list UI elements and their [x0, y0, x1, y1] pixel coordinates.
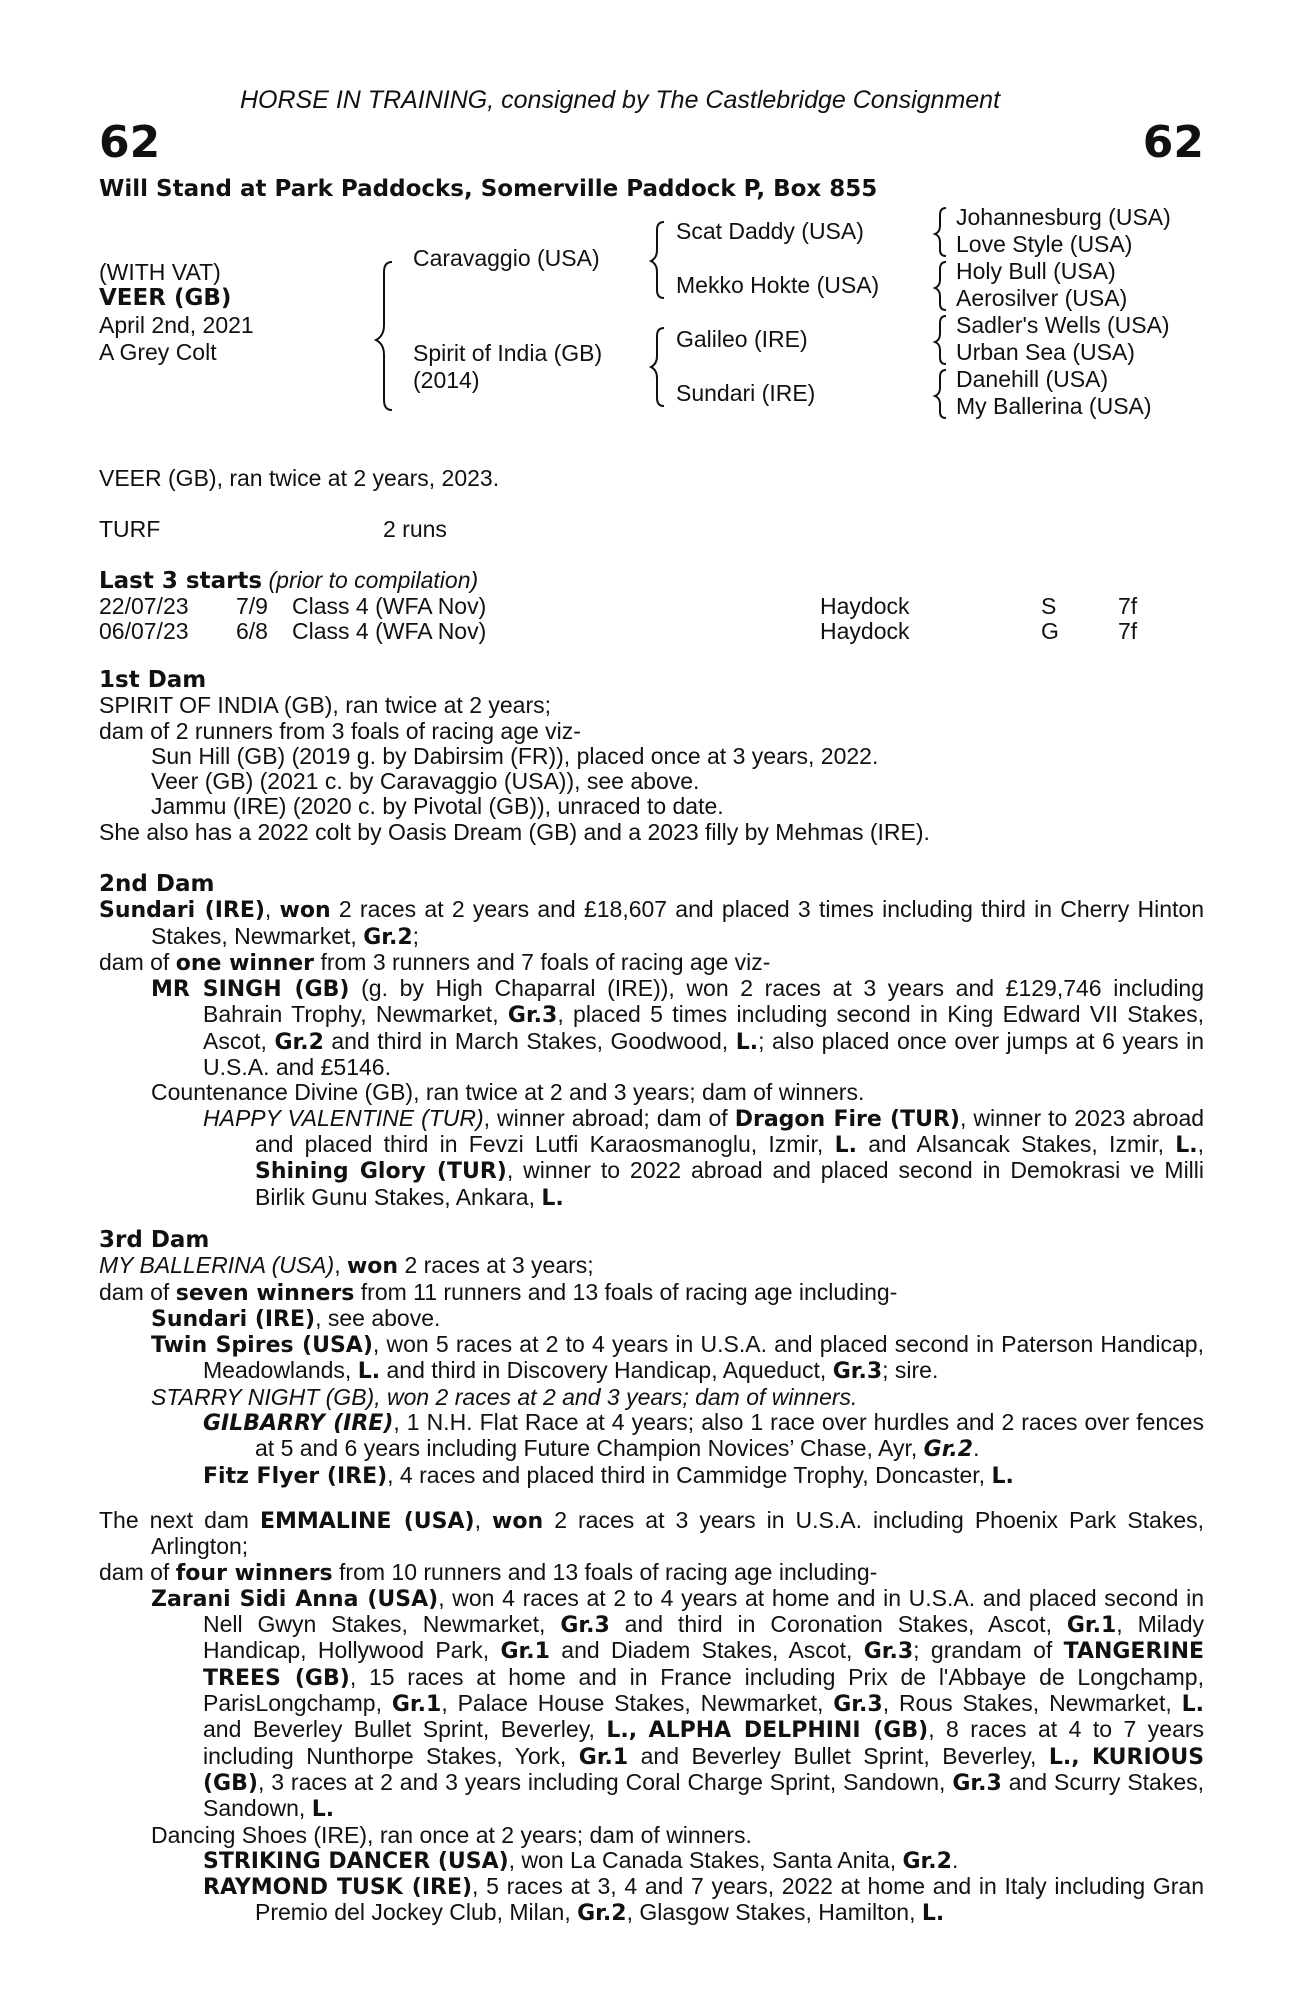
pedigree-sire-dam: Mekko Hokte (USA)	[676, 272, 880, 298]
second-dam-produce	[99, 950, 1204, 976]
pedigree-g5: Sadler's Wells (USA)	[956, 312, 1170, 338]
last-starts-title: Last 3 starts	[99, 568, 263, 594]
list-item: Jammu (IRE) (2020 c. by Pivotal (GB)), unraced to date.	[151, 793, 724, 820]
second-dam-record: Sundari (IRE), won 2 races at 2 years and £18,607 and placed 3 times including third in Cherry Hinton Stakes, Newmarket, Gr.2;	[99, 896, 1205, 950]
start-position: 6/8	[236, 618, 268, 644]
list-item: STRIKING DANCER (USA), won La Canada Stakes, Santa Anita, Gr.2.	[203, 1846, 959, 1874]
horse-name: Shining Glory (TUR)	[255, 1159, 507, 1185]
won-label: won	[279, 898, 331, 924]
grade-label: Gr.1	[500, 1639, 550, 1665]
grade-label: Gr.2	[902, 1848, 952, 1874]
list-item	[99, 1586, 1204, 1823]
start-going: G	[1041, 618, 1059, 644]
list-item	[99, 1874, 1204, 1927]
record-text: , 5 races at 3, 4 and 7 years, 2022 at home and in Italy including Gran Premio del Jockey Club, Milan,	[255, 1873, 1204, 1926]
third-dam-produce	[99, 1280, 1204, 1306]
start-course: Haydock	[820, 593, 910, 619]
racing-summary: VEER (GB), ran twice at 2 years, 2023.	[99, 465, 500, 491]
horse-name: TANGERINE TREES (GB)	[203, 1639, 1205, 1691]
consignment-header: HORSE IN TRAINING, consigned by The Castlebridge Consignment	[240, 86, 1001, 114]
next-dam-produce	[99, 1560, 1204, 1586]
grade-label: Gr.2	[363, 924, 413, 950]
record-text: (g. by High Chaparral (IRE)), won 2 races at 3 years and £129,746 including Bahrain Trophy, Newmarket,	[203, 975, 1205, 1028]
grade-label: Gr.1	[1066, 1613, 1117, 1639]
listed-label: L.	[357, 1359, 381, 1385]
horse-name: Sundari (IRE)	[151, 1306, 316, 1332]
horse-name: MR SINGH (GB)	[151, 977, 350, 1003]
list-item: STARRY NIGHT (GB), won 2 races at 2 and 3 years; dam of winners.	[151, 1383, 858, 1410]
horse-description: A Grey Colt	[99, 339, 217, 365]
listed-label: L.	[921, 1901, 945, 1927]
start-race: Class 4 (WFA Nov)	[292, 618, 487, 644]
record-text: and Alsancak Stakes, Izmir,	[868, 1130, 1164, 1157]
listed-label: L.	[834, 1132, 857, 1158]
list-item	[99, 976, 1204, 1080]
listed-label: L.	[991, 1463, 1014, 1489]
grade-label: Gr.2	[577, 1901, 627, 1927]
pedigree-g1: Johannesburg (USA)	[956, 204, 1171, 230]
record-text: ; sire.	[882, 1357, 939, 1384]
record-text: , won 5 races at 2 to 4 years in U.S.A. and placed second in Paterson Handicap, Meadowlands,	[203, 1331, 1204, 1384]
record-text: , Rous Stakes, Newmarket,	[882, 1690, 1172, 1717]
last-starts-note: (prior to compilation)	[268, 567, 479, 593]
record-text: and Diadem Stakes, Ascot,	[561, 1637, 853, 1664]
grade-label: Gr.1	[578, 1744, 629, 1770]
record-prefix: The next dam	[99, 1507, 249, 1533]
grade-label: Gr.2	[274, 1029, 324, 1055]
list-item	[99, 1463, 1204, 1489]
produce-text: from 10 runners and 13 foals of racing age including-	[339, 1558, 878, 1585]
list-item: HAPPY VALENTINE (TUR), winner abroad; dam of Dragon Fire (TUR), winner to 2023 abroad and placed third in Fevzi Lutfi Karaosmanoglu, Izmir, L. and Alsancak Stakes, Izmir, L., Shining Glory (TUR), winner to 2022 abroad and placed second in Demokrasi ve Milli Birlik Gunu Stakes, Ankara, L.	[203, 1104, 1205, 1211]
record-text: 2 races at 3 years;	[404, 1252, 594, 1279]
listed-label: L.,	[606, 1718, 638, 1744]
start-distance: 7f	[1118, 618, 1138, 644]
horse-name: KURIOUS (GB)	[203, 1744, 1205, 1796]
grade-label: Gr.3	[832, 1359, 883, 1385]
first-dam-line1: SPIRIT OF INDIA (GB), ran twice at 2 years;	[99, 692, 552, 719]
last-starts-heading	[99, 568, 478, 594]
grade-label: Gr.3	[863, 1639, 914, 1665]
turf-label: TURF	[99, 516, 161, 542]
list-item: Sun Hill (GB) (2019 g. by Dabirsim (FR)), placed once at 3 years, 2022.	[151, 742, 879, 769]
pedigree-g8: My Ballerina (USA)	[956, 393, 1152, 419]
pedigree-g7: Danehill (USA)	[956, 366, 1109, 392]
first-dam-line2: dam of 2 runners from 3 foals of racing age viz-	[99, 717, 581, 744]
won-label: won	[346, 1254, 399, 1280]
won-label: won	[492, 1509, 544, 1534]
horse-name: ALPHA DELPHINI (GB)	[648, 1718, 929, 1744]
grade-label: Gr.3	[833, 1692, 883, 1718]
list-item: Countenance Divine (GB), ran twice at 2 and 3 years; dam of winners.	[151, 1079, 865, 1106]
record-text: and Beverley Bullet Sprint, Beverley,	[203, 1716, 595, 1743]
next-dam-section	[99, 1508, 1204, 1927]
first-dam-title: 1st Dam	[99, 667, 207, 693]
record-text: , placed 5 times including second in King Edward VII Stakes, Ascot,	[203, 1001, 1204, 1054]
start-date: 22/07/23	[99, 593, 189, 619]
foaling-date: April 2nd, 2021	[99, 312, 254, 338]
turf-runs: 2 runs	[383, 516, 447, 542]
grade-label: Gr.3	[952, 1770, 1002, 1796]
record-text: , winner abroad; dam of	[483, 1104, 728, 1131]
horse-name: STRIKING DANCER (USA)	[203, 1848, 509, 1874]
lot-number-left: 62	[99, 117, 161, 168]
record-text: 2 races at 3 years in U.S.A. including Phoenix Park Stakes, Arlington;	[151, 1507, 1205, 1560]
winners-count: four winners	[175, 1560, 333, 1586]
record-text: , Milady Handicap, Hollywood Park,	[203, 1611, 1205, 1664]
start-course: Haydock	[820, 618, 910, 644]
horse-name: Dragon Fire (TUR)	[734, 1106, 960, 1132]
record-text: ; also placed once over jumps at 6 years in U.S.A. and £5146.	[203, 1027, 1205, 1081]
grade-label: Gr.2	[923, 1437, 974, 1463]
horse-name: VEER (GB)	[99, 285, 232, 311]
pedigree-dam-year: (2014)	[413, 367, 480, 393]
listed-label: L.	[311, 1797, 335, 1823]
listed-label: L.	[1181, 1692, 1205, 1718]
record-text: 2 races at 2 years and £18,607 and placed 3 times including third in Cherry Hinton Stakes, Newmarket,	[151, 896, 1205, 949]
record-text: , winner to 2022 abroad and placed second in Demokrasi ve Milli Birlik Gunu Stakes, Ankara,	[255, 1157, 1205, 1210]
start-position: 7/9	[236, 593, 268, 619]
horse-name: GILBARRY (IRE)	[203, 1411, 394, 1437]
third-dam-record: MY BALLERINA (USA), won 2 races at 3 years;	[99, 1252, 594, 1280]
produce-prefix: dam of	[99, 1558, 170, 1585]
record-text: and Beverley Bullet Sprint, Beverley,	[640, 1742, 1037, 1769]
pedigree-dam-sire: Galileo (IRE)	[676, 326, 808, 352]
pedigree-dam-dam: Sundari (IRE)	[676, 380, 816, 406]
listed-label: L.,	[1048, 1744, 1080, 1770]
vat-note: (WITH VAT)	[99, 259, 221, 285]
produce-prefix: dam of	[99, 948, 170, 975]
listed-label: L.	[1175, 1132, 1198, 1158]
record-text: , winner to 2023 abroad and placed third in Fevzi Lutfi Karaosmanoglu, Izmir,	[255, 1104, 1205, 1157]
winners-count: one winner	[175, 950, 315, 976]
grade-label: Gr.3	[507, 1003, 558, 1029]
horse-name: Zarani Sidi Anna (USA)	[151, 1586, 439, 1612]
grade-label: Gr.3	[560, 1613, 610, 1639]
record-text: , 15 races at home and in France including Prix de l'Abbaye de Longchamp, ParisLongchamp,	[203, 1663, 1204, 1717]
start-distance: 7f	[1118, 593, 1138, 619]
produce-text: from 11 runners and 13 foals of racing age including-	[360, 1278, 898, 1305]
third-dam-section	[99, 1228, 1204, 1489]
horse-name: MY BALLERINA (USA)	[99, 1252, 335, 1279]
record-text: , 3 races at 2 and 3 years including Coral Charge Sprint, Sandown,	[257, 1768, 946, 1795]
pedigree-sire-sire: Scat Daddy (USA)	[676, 218, 864, 244]
listed-label: L.	[735, 1029, 759, 1055]
grade-label: Gr.1	[391, 1692, 442, 1718]
horse-name: Twin Spires (USA)	[151, 1333, 373, 1359]
record-text: and Scurry Stakes, Sandown,	[203, 1768, 1205, 1822]
record-text: , see above.	[315, 1304, 441, 1331]
second-dam-title: 2nd Dam	[99, 871, 215, 897]
start-going: S	[1041, 593, 1057, 619]
record-text: , won La Canada Stakes, Santa Anita,	[508, 1846, 897, 1873]
horse-name: Fitz Flyer (IRE)	[203, 1463, 388, 1489]
record-text: , Palace House Stakes, Newmarket,	[441, 1690, 824, 1717]
record-text: , 1 N.H. Flat Race at 4 years; also 1 race over hurdles and 2 races over fences at 5 and 6 years including Future Champion Novices’ Chase, Ayr,	[255, 1409, 1204, 1462]
horse-name: HAPPY VALENTINE (TUR)	[203, 1104, 484, 1131]
record-text: , Glasgow Stakes, Hamilton,	[626, 1899, 916, 1926]
first-dam-section	[99, 668, 1204, 845]
record-text: , won 4 races at 2 to 4 years at home and in U.S.A. and placed second in Nell Gwyn Stakes, Newmarket,	[203, 1584, 1205, 1638]
record-text: ; grandam of	[913, 1637, 1053, 1664]
start-date: 06/07/23	[99, 618, 189, 644]
pedigree-dam: Spirit of India (GB)	[413, 340, 603, 366]
produce-prefix: dam of	[99, 1278, 170, 1305]
listed-label: L.	[541, 1185, 564, 1211]
pedigree-g2: Love Style (USA)	[956, 231, 1133, 257]
third-dam-title: 3rd Dam	[99, 1227, 210, 1253]
record-text: , 8 races at 4 to 7 years including Nunthorpe Stakes, York,	[203, 1716, 1205, 1769]
second-dam-section	[99, 872, 1204, 1211]
pedigree-g6: Urban Sea (USA)	[956, 339, 1135, 365]
list-item: GILBARRY (IRE), 1 N.H. Flat Race at 4 years; also 1 race over hurdles and 2 races over fences at 5 and 6 years including Future Champion Novices’ Chase, Ayr, Gr.2.	[203, 1409, 1204, 1463]
lot-number-right: 62	[1142, 117, 1204, 168]
start-race: Class 4 (WFA Nov)	[292, 593, 487, 619]
next-dam-record: The next dam EMMALINE (USA), won 2 races at 3 years in U.S.A. including Phoenix Park Stakes, Arlington;	[99, 1507, 1205, 1560]
winners-count: seven winners	[175, 1280, 355, 1306]
pedigree-sire: Caravaggio (USA)	[413, 245, 600, 271]
list-item: Veer (GB) (2021 c. by Caravaggio (USA)), see above.	[151, 768, 700, 795]
record-text: and third in Discovery Handicap, Aqueduct,	[386, 1357, 827, 1384]
record-text: , 4 races and placed third in Cammidge Trophy, Doncaster,	[387, 1461, 986, 1488]
pedigree-g3: Holy Bull (USA)	[956, 258, 1116, 284]
horse-name: Sundari (IRE)	[99, 898, 265, 924]
stand-location: Will Stand at Park Paddocks, Somerville Paddock P, Box 855	[99, 176, 878, 202]
horse-name: RAYMOND TUSK (IRE)	[203, 1875, 473, 1901]
list-item: Dancing Shoes (IRE), ran once at 2 years; dam of winners.	[151, 1821, 752, 1848]
produce-text: from 3 runners and 7 foals of racing age viz-	[320, 948, 771, 975]
record-text: and third in Coronation Stakes, Ascot,	[624, 1611, 1052, 1638]
horse-name: EMMALINE (USA)	[259, 1509, 475, 1534]
list-item	[99, 1306, 1204, 1332]
pedigree-g4: Aerosilver (USA)	[956, 285, 1128, 311]
list-item	[99, 1332, 1204, 1385]
first-dam-other-foals: She also has a 2022 colt by Oasis Dream (GB) and a 2023 filly by Mehmas (IRE).	[99, 818, 930, 845]
record-text: and third in March Stakes, Goodwood,	[331, 1027, 729, 1054]
